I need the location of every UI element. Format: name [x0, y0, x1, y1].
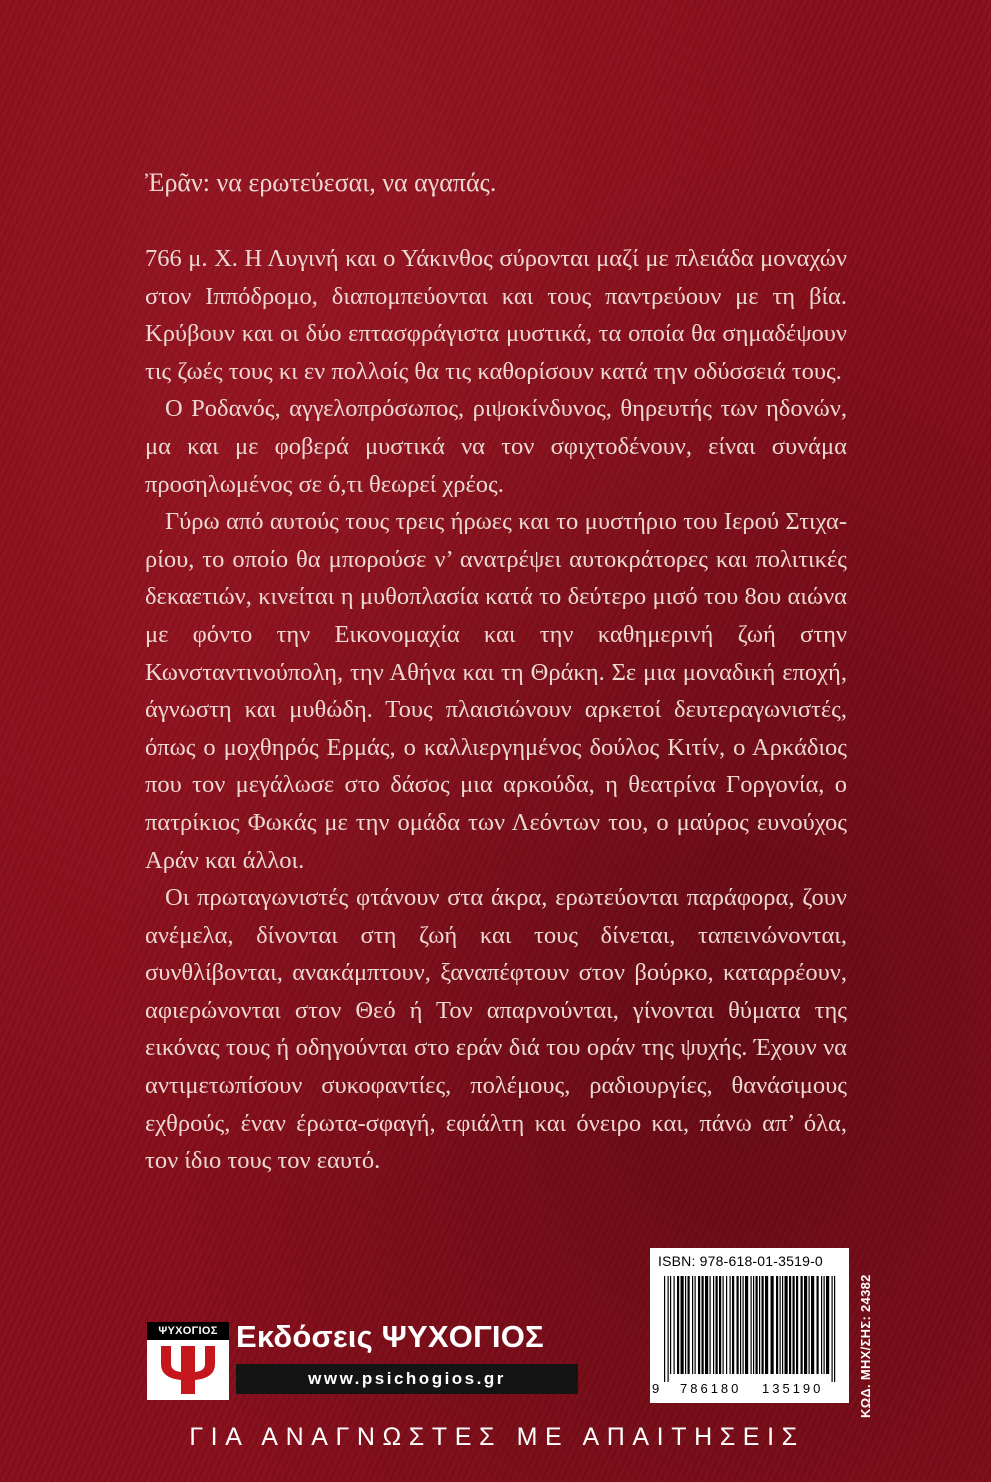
barcode-digit-first: 9	[652, 1381, 660, 1396]
epigraph: Ἐρᾶν: να ερωτεύεσαι, να αγαπάς.	[145, 168, 497, 197]
product-code: ΚΩΔ. ΜΗΧ/ΣΗΣ: 24382	[858, 1274, 873, 1418]
psi-icon	[147, 1340, 229, 1400]
blurb	[145, 240, 847, 1180]
barcode-digits-right: 135190	[762, 1381, 824, 1396]
blurb-paragraph-1: 766 μ. Χ. Η Λυγινή και ο Υάκινθος σύρονται μαζί με πλειάδα μοναχών στον Ιππόδρομο, διαπομπεύονται και τους παντρεύουν με τη βία. Κρύβουν και οι δύο επτασφράγιστα μυστικά, τα οποία θα σημαδέψουν τις ζωές τους κι εν πολλοίς θα τις καθορίσουν κατά την οδύσσειά τους.	[145, 245, 847, 385]
barcode-icon	[660, 1276, 840, 1382]
isbn-text: ISBN: 978-618-01-3519-0	[658, 1253, 823, 1269]
publisher-url[interactable]: www.psichogios.gr	[308, 1369, 506, 1388]
publisher-tagline: ΓΙΑ ΑΝΑΓΝΩΣΤΕΣ ΜΕ ΑΠΑΙΤΗΣΕΙΣ	[189, 1423, 805, 1451]
publisher-logo-text: ΨΥΧΟΓΙΟΣ	[147, 1322, 229, 1340]
barcode-box	[650, 1248, 849, 1403]
blurb-paragraph-4: Οι πρωταγωνιστές φτάνουν στα άκρα, ερωτεύονται παράφορα, ζουν ανέμελα, δίνονται στη ζωή και τους δίνεται, ταπεινώνονται, συνθλίβονται, ανακάμπτουν, ξαναπέφτουν στον βούρκο, καταρρέουν, αφιερώνονται στον Θεό ή Τον απαρνούνται, γίνονται θύματα της εικόνας τους ή οδηγούνται στο εράν διά του οράν της ψυχής. Έχουν να αντιμετωπίσουν συκοφαντίες, πολέμους, ραδιουργίες, θανάσιμους εχθρούς, έναν έρωτα-σφαγή, εφιάλτη και όνειρο και, πάνω απ’ όλα, τον ίδιο τους τον εαυτό.	[145, 884, 847, 1175]
publisher-name: Εκδόσεις ΨΥΧΟΓΙΟΣ	[236, 1319, 544, 1354]
blurb-paragraph-3: Γύρω από αυτούς τους τρεις ήρωες και το μυστήριο του Ιερού Στιχαρίου, το οποίο θα μπορούσε ν’ ανατρέψει αυτοκράτορες και πολιτικές δεκαετιών, κινείται η μυθοπλασία κατά το δεύτερο μισό του 8ου αιώνα με φόντο την Εικονομαχία και την καθημερινή ζωή στην Κωνσταντινούπολη, την Αθήνα και τη Θράκη. Σε μια μοναδική εποχή, άγνωστη και μυθώδη. Τους πλαισιώνουν αρκετοί δευτεραγωνιστές, όπως ο μοχθηρός Ερμάς, ο καλλιεργημένος δούλος Κιτίν, ο Αρκάδιος που τον μεγάλωσε στο δάσος μια αρκούδα, η θεατρίνα Γοργονία, ο πατρίκιος Φωκάς με την ομάδα των Λεόντων του, ο μαύρος ευνούχος Αράν και άλλοι.	[145, 508, 847, 874]
barcode-digits-left: 786180	[680, 1381, 742, 1396]
publisher-url-bar	[236, 1364, 578, 1394]
barcode-digits	[650, 1381, 849, 1401]
blurb-paragraph-2: Ο Ροδανός, αγγελοπρόσωπος, ριψοκίνδυνος, θηρευτής των ηδονών, μα και με φοβερά μυστικά να τον σφιχτοδένουν, είναι συνάμα προσηλωμένος σε ό,τι θεωρεί χρέος.	[145, 395, 847, 498]
publisher-logo	[147, 1322, 229, 1400]
